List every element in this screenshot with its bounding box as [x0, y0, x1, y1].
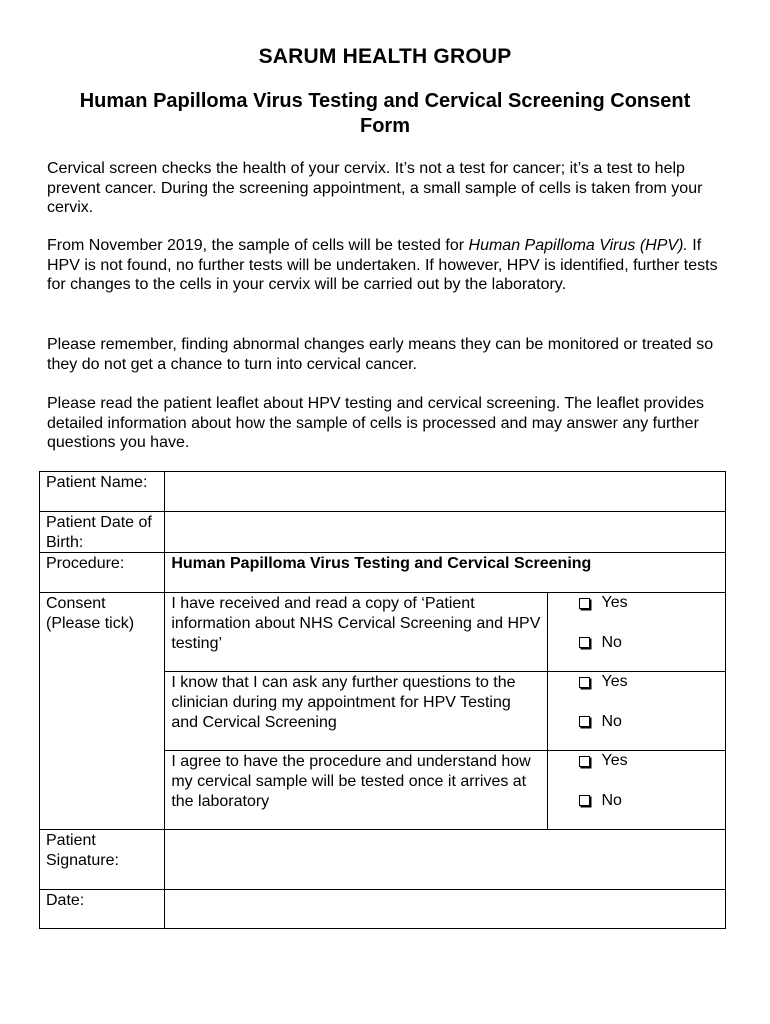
date-field[interactable] [165, 890, 726, 929]
checkbox-icon[interactable] [579, 716, 590, 727]
consent-statement-1: I have received and read a copy of ‘Patient information about NHS Cervical Screening and HPV testing’ [165, 593, 548, 672]
consent-2-no-option[interactable]: No [579, 712, 719, 732]
procedure-row [40, 553, 726, 593]
checkbox-icon[interactable] [579, 756, 590, 767]
signature-label: Patient Signature: [40, 830, 165, 890]
consent-3-no-option[interactable]: No [579, 791, 719, 811]
intro-p2-start: From November 2019, the sample of cells will be tested for [47, 237, 469, 254]
dob-field[interactable] [165, 512, 726, 553]
intro-p2-hpv-term: Human Papilloma Virus (HPV). [468, 237, 688, 254]
date-row [40, 890, 726, 929]
intro-paragraph-4: Please read the patient leaflet about HPV testing and cervical screening. The leaflet provides detailed information about how the sample of cells is processed and may answer any further questions you have. [47, 395, 704, 452]
patient-name-field[interactable] [165, 472, 726, 512]
consent-options-3 [548, 751, 726, 830]
consent-statement-3: I agree to have the procedure and understand how my cervical sample will be tested once it arrives at the laboratory [165, 751, 548, 830]
consent-1-no-option[interactable]: No [579, 633, 719, 653]
procedure-label: Procedure: [40, 553, 165, 593]
consent-options-2 [548, 672, 726, 751]
consent-options-1 [548, 593, 726, 672]
consent-1-yes-option[interactable]: Yes [579, 593, 719, 613]
patient-name-label: Patient Name: [40, 472, 165, 512]
consent-label: Consent (Please tick) [40, 593, 165, 830]
consent-statement-2: I know that I can ask any further questions to the clinician during my appointment for HPV Testing and Cervical Screening [165, 672, 548, 751]
intro-paragraph-3: Please remember, finding abnormal changes early means they can be monitored or treated so they do not get a chance to turn into cervical cancer. [47, 336, 714, 373]
checkbox-icon[interactable] [579, 637, 590, 648]
consent-row-1 [40, 593, 726, 672]
intro-p2-end: If HPV is not found, no further tests will be undertaken. If however, HPV is identified, further tests for changes to the cells in your cervix will be carried out by the laboratory. [47, 237, 718, 294]
checkbox-icon[interactable] [579, 795, 590, 806]
consent-3-yes-option[interactable]: Yes [579, 751, 719, 771]
checkbox-icon[interactable] [579, 598, 590, 609]
patient-name-row [40, 472, 726, 512]
intro-paragraph-1: Cervical screen checks the health of your cervix. It’s not a test for cancer; it’s a test to help prevent cancer. During the screening appointment, a small sample of cells is taken from your cervix. [47, 160, 703, 217]
consent-2-yes-option[interactable]: Yes [579, 672, 719, 692]
consent-table [39, 471, 726, 929]
dob-row [40, 512, 726, 553]
signature-row [40, 830, 726, 890]
procedure-value: Human Papilloma Virus Testing and Cervical Screening [165, 553, 726, 593]
organisation-title: SARUM HEALTH GROUP [258, 45, 512, 68]
intro-paragraph-2 [47, 236, 727, 295]
dob-label: Patient Date of Birth: [40, 512, 165, 553]
signature-field[interactable] [165, 830, 726, 890]
form-title: Human Papilloma Virus Testing and Cervical Screening Consent Form [79, 90, 691, 137]
date-label: Date: [40, 890, 165, 929]
checkbox-icon[interactable] [579, 677, 590, 688]
